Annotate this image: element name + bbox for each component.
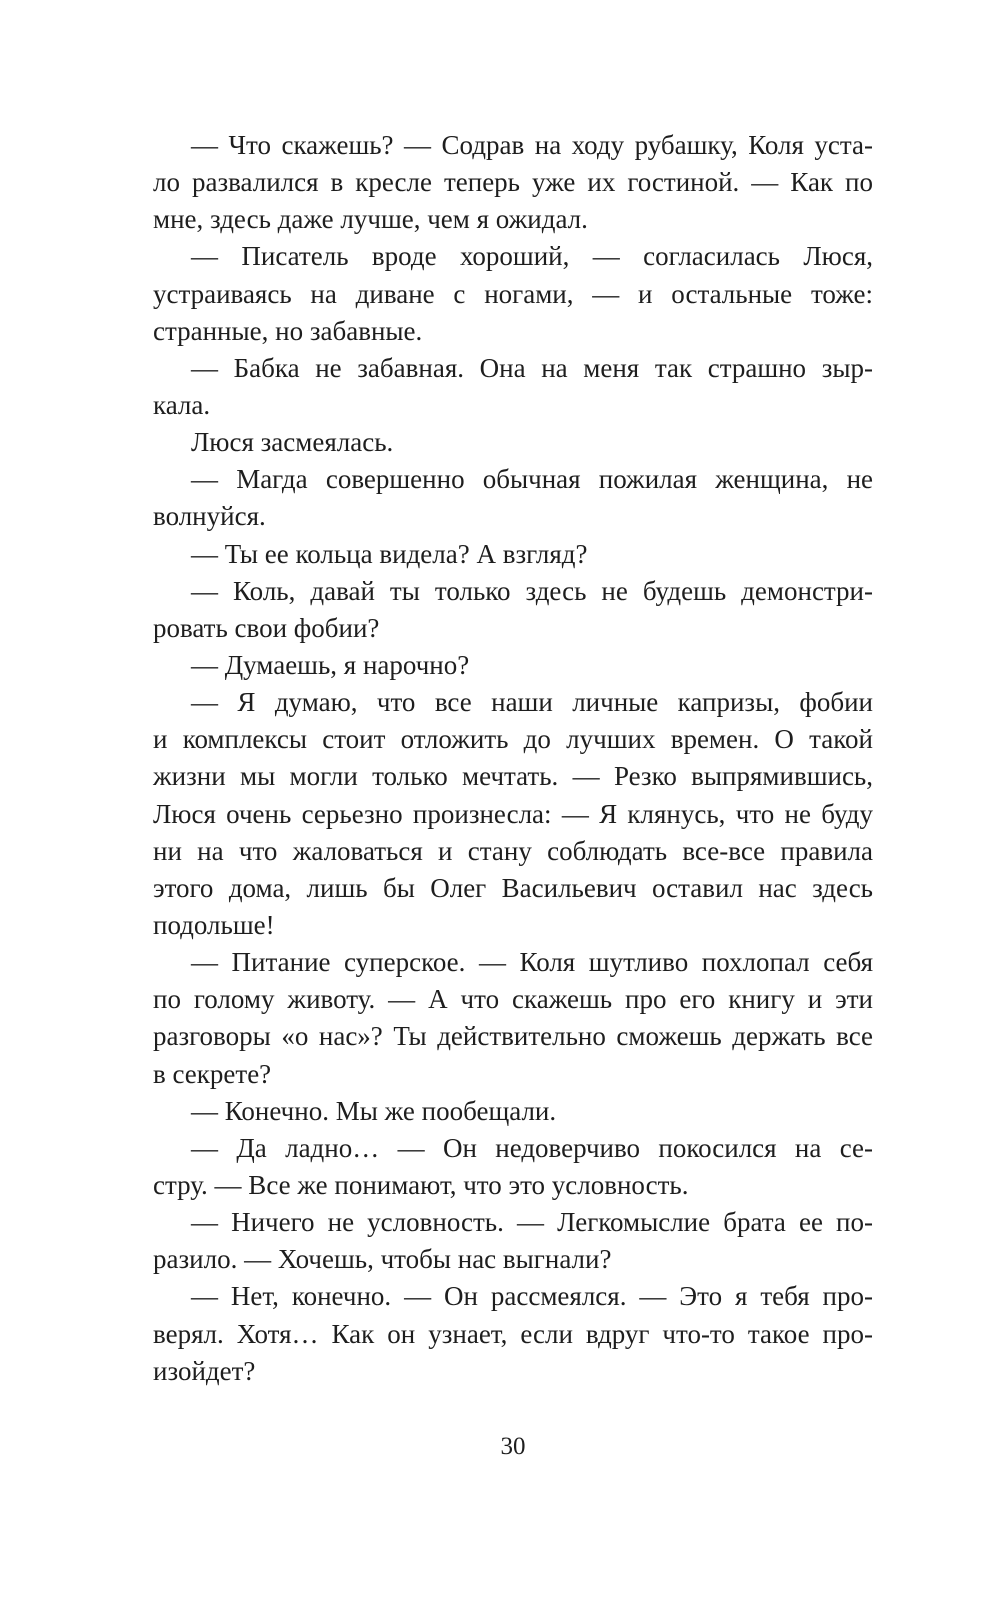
text-line: — Конечно. Мы же пообещали. <box>191 1095 557 1126</box>
text-line: — Я думаю, что все наши личные капризы, фобии <box>191 687 873 718</box>
text-line: разило. — Хочешь, чтобы нас выгнали? <box>153 1244 612 1275</box>
text-line: разговоры «о нас»? Ты действительно сможешь держать все <box>153 1021 873 1052</box>
text-line: в секрете? <box>153 1058 272 1089</box>
text-line: — Коль, давай ты только здесь не будешь демонстри- <box>191 575 873 606</box>
text-line: этого дома, лишь бы Олег Васильевич оставил нас здесь <box>153 872 873 903</box>
body-text <box>153 127 873 1390</box>
text-line: по голому животу. — А что скажешь про его книгу и эти <box>153 984 873 1015</box>
text-line: ровать свои фобии? <box>153 612 380 643</box>
text-line: верял. Хотя… Как он узнает, если вдруг что-то такое про- <box>153 1318 873 1349</box>
text-line: устраиваясь на диване с ногами, — и остальные тоже: <box>153 278 873 309</box>
text-line: ни на что жаловаться и стану соблюдать все-все правила <box>153 835 873 866</box>
text-line: — Нет, конечно. — Он рассмеялся. — Это я тебя про- <box>191 1281 873 1312</box>
text-line: — Бабка не забавная. Она на меня так страшно зыр- <box>191 352 873 383</box>
text-line: — Ничего не условность. — Легкомыслие брата ее по- <box>191 1207 873 1238</box>
text-line: — Ты ее кольца видела? А взгляд? <box>191 538 588 569</box>
text-line: мне, здесь даже лучше, чем я ожидал. <box>153 204 588 235</box>
text-line: ло развалился в кресле теперь уже их гостиной. — Как по <box>153 167 873 198</box>
text-line: волнуйся. <box>153 501 266 532</box>
text-line: странные, но забавные. <box>153 315 423 346</box>
text-line: — Питание суперское. — Коля шутливо похлопал себя <box>191 947 873 978</box>
text-line: — Писатель вроде хороший, — согласилась Люся, <box>191 241 873 272</box>
text-line: — Магда совершенно обычная пожилая женщина, не <box>191 464 873 495</box>
page-number: 30 <box>500 1433 526 1460</box>
text-line: и комплексы стоит отложить до лучших времен. О такой <box>153 724 873 755</box>
text-line: Люся очень серьезно произнесла: — Я клянусь, что не буду <box>153 798 873 829</box>
text-line: подольше! <box>153 909 275 940</box>
text-line: стру. — Все же понимают, что это условность. <box>153 1169 689 1200</box>
text-line: изойдет? <box>153 1355 256 1386</box>
text-line: — Что скажешь? — Содрав на ходу рубашку, Коля уста- <box>191 130 873 160</box>
text-line: жизни мы могли только мечтать. — Резко выпрямившись, <box>153 761 873 792</box>
text-line: Люся засмеялась. <box>191 427 394 458</box>
text-line: — Думаешь, я нарочно? <box>191 649 470 680</box>
text-line: — Да ладно… — Он недоверчиво покосился на се- <box>191 1132 873 1163</box>
text-line: кала. <box>153 389 211 420</box>
